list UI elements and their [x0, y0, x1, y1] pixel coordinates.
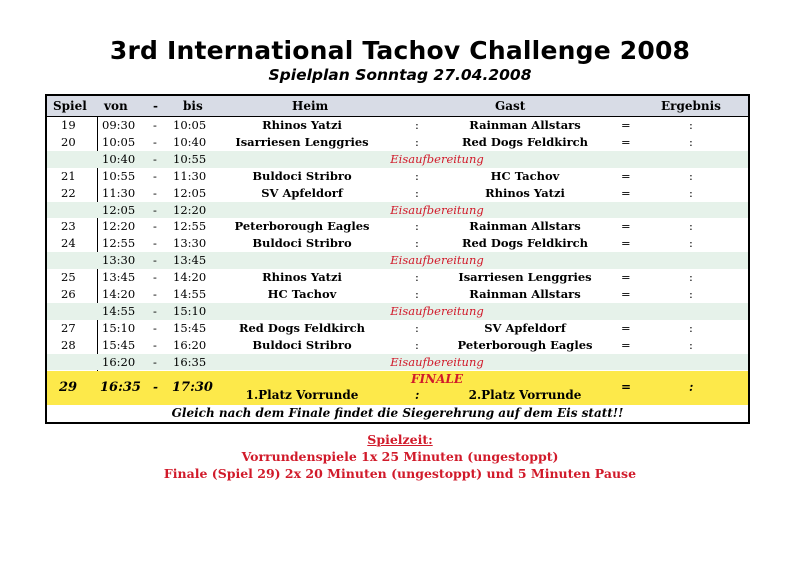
- table-row: [47, 185, 748, 202]
- cell-von: 09:30: [102, 118, 136, 132]
- cell-bis: 10:55: [173, 151, 207, 166]
- cell-heim: Buldoci Stribro: [252, 168, 352, 183]
- cell-result: :: [689, 320, 693, 335]
- cell-bis: 13:30: [173, 236, 207, 251]
- cell-equals: =: [621, 236, 631, 251]
- pause-row: [47, 151, 748, 168]
- cell-gast: SV Apfeldorf: [484, 320, 566, 335]
- final-bis: 17:30: [172, 379, 213, 395]
- cell-bis: 13:45: [173, 253, 207, 268]
- final-row: [47, 371, 748, 405]
- cell-result: :: [689, 118, 693, 132]
- cell-dash: -: [153, 287, 157, 301]
- cell-colon: :: [415, 320, 419, 335]
- cell-gast: HC Tachov: [490, 168, 560, 183]
- cell-dash: -: [153, 354, 157, 369]
- cell-equals: =: [621, 118, 631, 132]
- table-row: [47, 134, 748, 151]
- cell-colon: :: [415, 134, 419, 149]
- cell-equals: =: [621, 185, 631, 200]
- cell-von: 16:20: [102, 354, 136, 369]
- cell-von: 12:05: [102, 202, 136, 217]
- cell-pause: Eisaufbereitung: [390, 253, 484, 268]
- final-colon: :: [415, 387, 420, 402]
- cell-heim: Rhinos Yatzi: [262, 118, 342, 132]
- cell-result: :: [689, 185, 693, 200]
- cell-gast: Isarriesen Lenggries: [458, 270, 592, 285]
- cell-spiel: 26: [61, 287, 76, 301]
- cell-result: :: [689, 287, 693, 301]
- final-spiel: 29: [59, 379, 78, 395]
- pause-row: [47, 202, 748, 219]
- cell-spiel: 22: [61, 185, 76, 200]
- cell-dash: -: [153, 270, 157, 285]
- cell-bis: 12:55: [173, 219, 207, 234]
- cell-dash: -: [153, 219, 157, 234]
- cell-equals: =: [621, 219, 631, 234]
- cell-von: 15:45: [102, 337, 136, 352]
- cell-von: 12:55: [102, 236, 136, 251]
- cell-dash: -: [153, 337, 157, 352]
- cell-gast: Rainman Allstars: [469, 219, 581, 234]
- cell-dash: -: [153, 118, 157, 132]
- ceremony-note: Gleich nach dem Finale findet die Siegerehrung auf dem Eis statt!!: [171, 406, 624, 420]
- cell-heim: Peterborough Eagles: [234, 219, 370, 234]
- cell-von: 14:55: [102, 303, 136, 318]
- final-von: 16:35: [100, 379, 141, 395]
- header-dash: -: [153, 99, 158, 113]
- pause-row: [47, 303, 748, 320]
- cell-spiel: 28: [61, 337, 76, 352]
- cell-colon: :: [415, 219, 419, 234]
- cell-result: :: [689, 134, 693, 149]
- cell-gast: Peterborough Eagles: [457, 337, 593, 352]
- cell-bis: 12:05: [173, 185, 207, 200]
- header-spiel: Spiel: [53, 99, 87, 113]
- cell-dash: -: [153, 151, 157, 166]
- table-row: [47, 168, 748, 185]
- cell-von: 13:45: [102, 270, 136, 285]
- cell-colon: :: [415, 287, 419, 301]
- table-row: [47, 117, 748, 134]
- cell-spiel: 23: [61, 219, 76, 234]
- cell-von: 10:55: [102, 168, 136, 183]
- spielzeit-heading: Spielzeit:: [367, 432, 433, 447]
- cell-bis: 10:40: [173, 134, 207, 149]
- cell-bis: 16:35: [173, 354, 207, 369]
- table-row: [47, 269, 748, 286]
- cell-bis: 14:20: [173, 270, 207, 285]
- cell-heim: Red Dogs Feldkirch: [238, 320, 366, 335]
- table-row: [47, 337, 748, 354]
- cell-equals: =: [621, 168, 631, 183]
- cell-von: 11:30: [102, 185, 136, 200]
- cell-von: 10:05: [102, 134, 136, 149]
- header-gast: Gast: [495, 99, 526, 113]
- cell-result: :: [689, 236, 693, 251]
- cell-bis: 10:05: [173, 118, 207, 132]
- table-header: [47, 96, 748, 117]
- cell-heim: Rhinos Yatzi: [262, 270, 342, 285]
- cell-result: :: [689, 337, 693, 352]
- cell-pause: Eisaufbereitung: [390, 151, 484, 166]
- cell-spiel: 19: [61, 118, 76, 132]
- cell-spiel: 20: [61, 134, 76, 149]
- final-label: FINALE: [411, 371, 463, 386]
- cell-pause: Eisaufbereitung: [390, 303, 484, 318]
- cell-equals: =: [621, 320, 631, 335]
- header-heim: Heim: [292, 99, 329, 113]
- page-title: 3rd International Tachov Challenge 2008: [109, 36, 691, 65]
- cell-dash: -: [153, 303, 157, 318]
- pause-row: [47, 354, 748, 371]
- cell-equals: =: [621, 134, 631, 149]
- cell-colon: :: [415, 168, 419, 183]
- spielzeit-line-1: Vorrundenspiele 1x 25 Minuten (ungestoppt): [241, 449, 559, 464]
- final-equals: =: [621, 379, 632, 394]
- cell-gast: Rhinos Yatzi: [485, 185, 565, 200]
- table-row: [47, 235, 748, 252]
- cell-von: 10:40: [102, 151, 136, 166]
- cell-heim: Isarriesen Lenggries: [235, 134, 369, 149]
- cell-gast: Rainman Allstars: [469, 287, 581, 301]
- cell-colon: :: [415, 118, 419, 132]
- cell-pause: Eisaufbereitung: [390, 202, 484, 217]
- cell-bis: 12:20: [173, 202, 207, 217]
- cell-dash: -: [153, 236, 157, 251]
- cell-gast: Rainman Allstars: [469, 118, 581, 132]
- cell-heim: HC Tachov: [267, 287, 337, 301]
- table-row: [47, 320, 748, 337]
- cell-result: :: [689, 270, 693, 285]
- cell-bis: 14:55: [173, 287, 207, 301]
- schedule-table: [45, 94, 750, 424]
- cell-equals: =: [621, 270, 631, 285]
- cell-von: 13:30: [102, 253, 136, 268]
- final-result: :: [689, 379, 694, 394]
- table-row: [47, 218, 748, 235]
- table-row: [47, 286, 748, 303]
- cell-dash: -: [153, 253, 157, 268]
- spielzeit-line-2: Finale (Spiel 29) 2x 20 Minuten (ungestoppt) und 5 Minuten Pause: [163, 466, 637, 481]
- cell-colon: :: [415, 337, 419, 352]
- cell-bis: 15:10: [173, 303, 207, 318]
- final-heim: 1.Platz Vorrunde: [245, 387, 359, 402]
- cell-spiel: 24: [61, 236, 76, 251]
- header-von: von: [104, 99, 128, 113]
- cell-von: 12:20: [102, 219, 136, 234]
- header-bis: bis: [183, 99, 203, 113]
- cell-heim: Buldoci Stribro: [252, 337, 352, 352]
- cell-dash: -: [153, 168, 157, 183]
- cell-colon: :: [415, 270, 419, 285]
- cell-von: 14:20: [102, 287, 136, 301]
- pause-row: [47, 252, 748, 269]
- cell-gast: Red Dogs Feldkirch: [461, 236, 589, 251]
- cell-result: :: [689, 168, 693, 183]
- final-dash: -: [153, 379, 158, 394]
- cell-result: :: [689, 219, 693, 234]
- cell-dash: -: [153, 202, 157, 217]
- final-gast: 2.Platz Vorrunde: [468, 387, 582, 402]
- cell-gast: Red Dogs Feldkirch: [461, 134, 589, 149]
- cell-heim: Buldoci Stribro: [252, 236, 352, 251]
- cell-dash: -: [153, 185, 157, 200]
- cell-dash: -: [153, 320, 157, 335]
- cell-spiel: 25: [61, 270, 76, 285]
- page-subtitle: Spielplan Sonntag 27.04.2008: [268, 66, 532, 84]
- cell-spiel: 27: [61, 320, 76, 335]
- cell-equals: =: [621, 287, 631, 301]
- cell-von: 15:10: [102, 320, 136, 335]
- cell-spiel: 21: [61, 168, 76, 183]
- header-ergebnis: Ergebnis: [661, 99, 721, 113]
- cell-colon: :: [415, 185, 419, 200]
- cell-pause: Eisaufbereitung: [390, 354, 484, 369]
- cell-bis: 16:20: [173, 337, 207, 352]
- cell-equals: =: [621, 337, 631, 352]
- cell-bis: 11:30: [173, 168, 207, 183]
- cell-dash: -: [153, 134, 157, 149]
- cell-heim: SV Apfeldorf: [261, 185, 343, 200]
- cell-colon: :: [415, 236, 419, 251]
- cell-bis: 15:45: [173, 320, 207, 335]
